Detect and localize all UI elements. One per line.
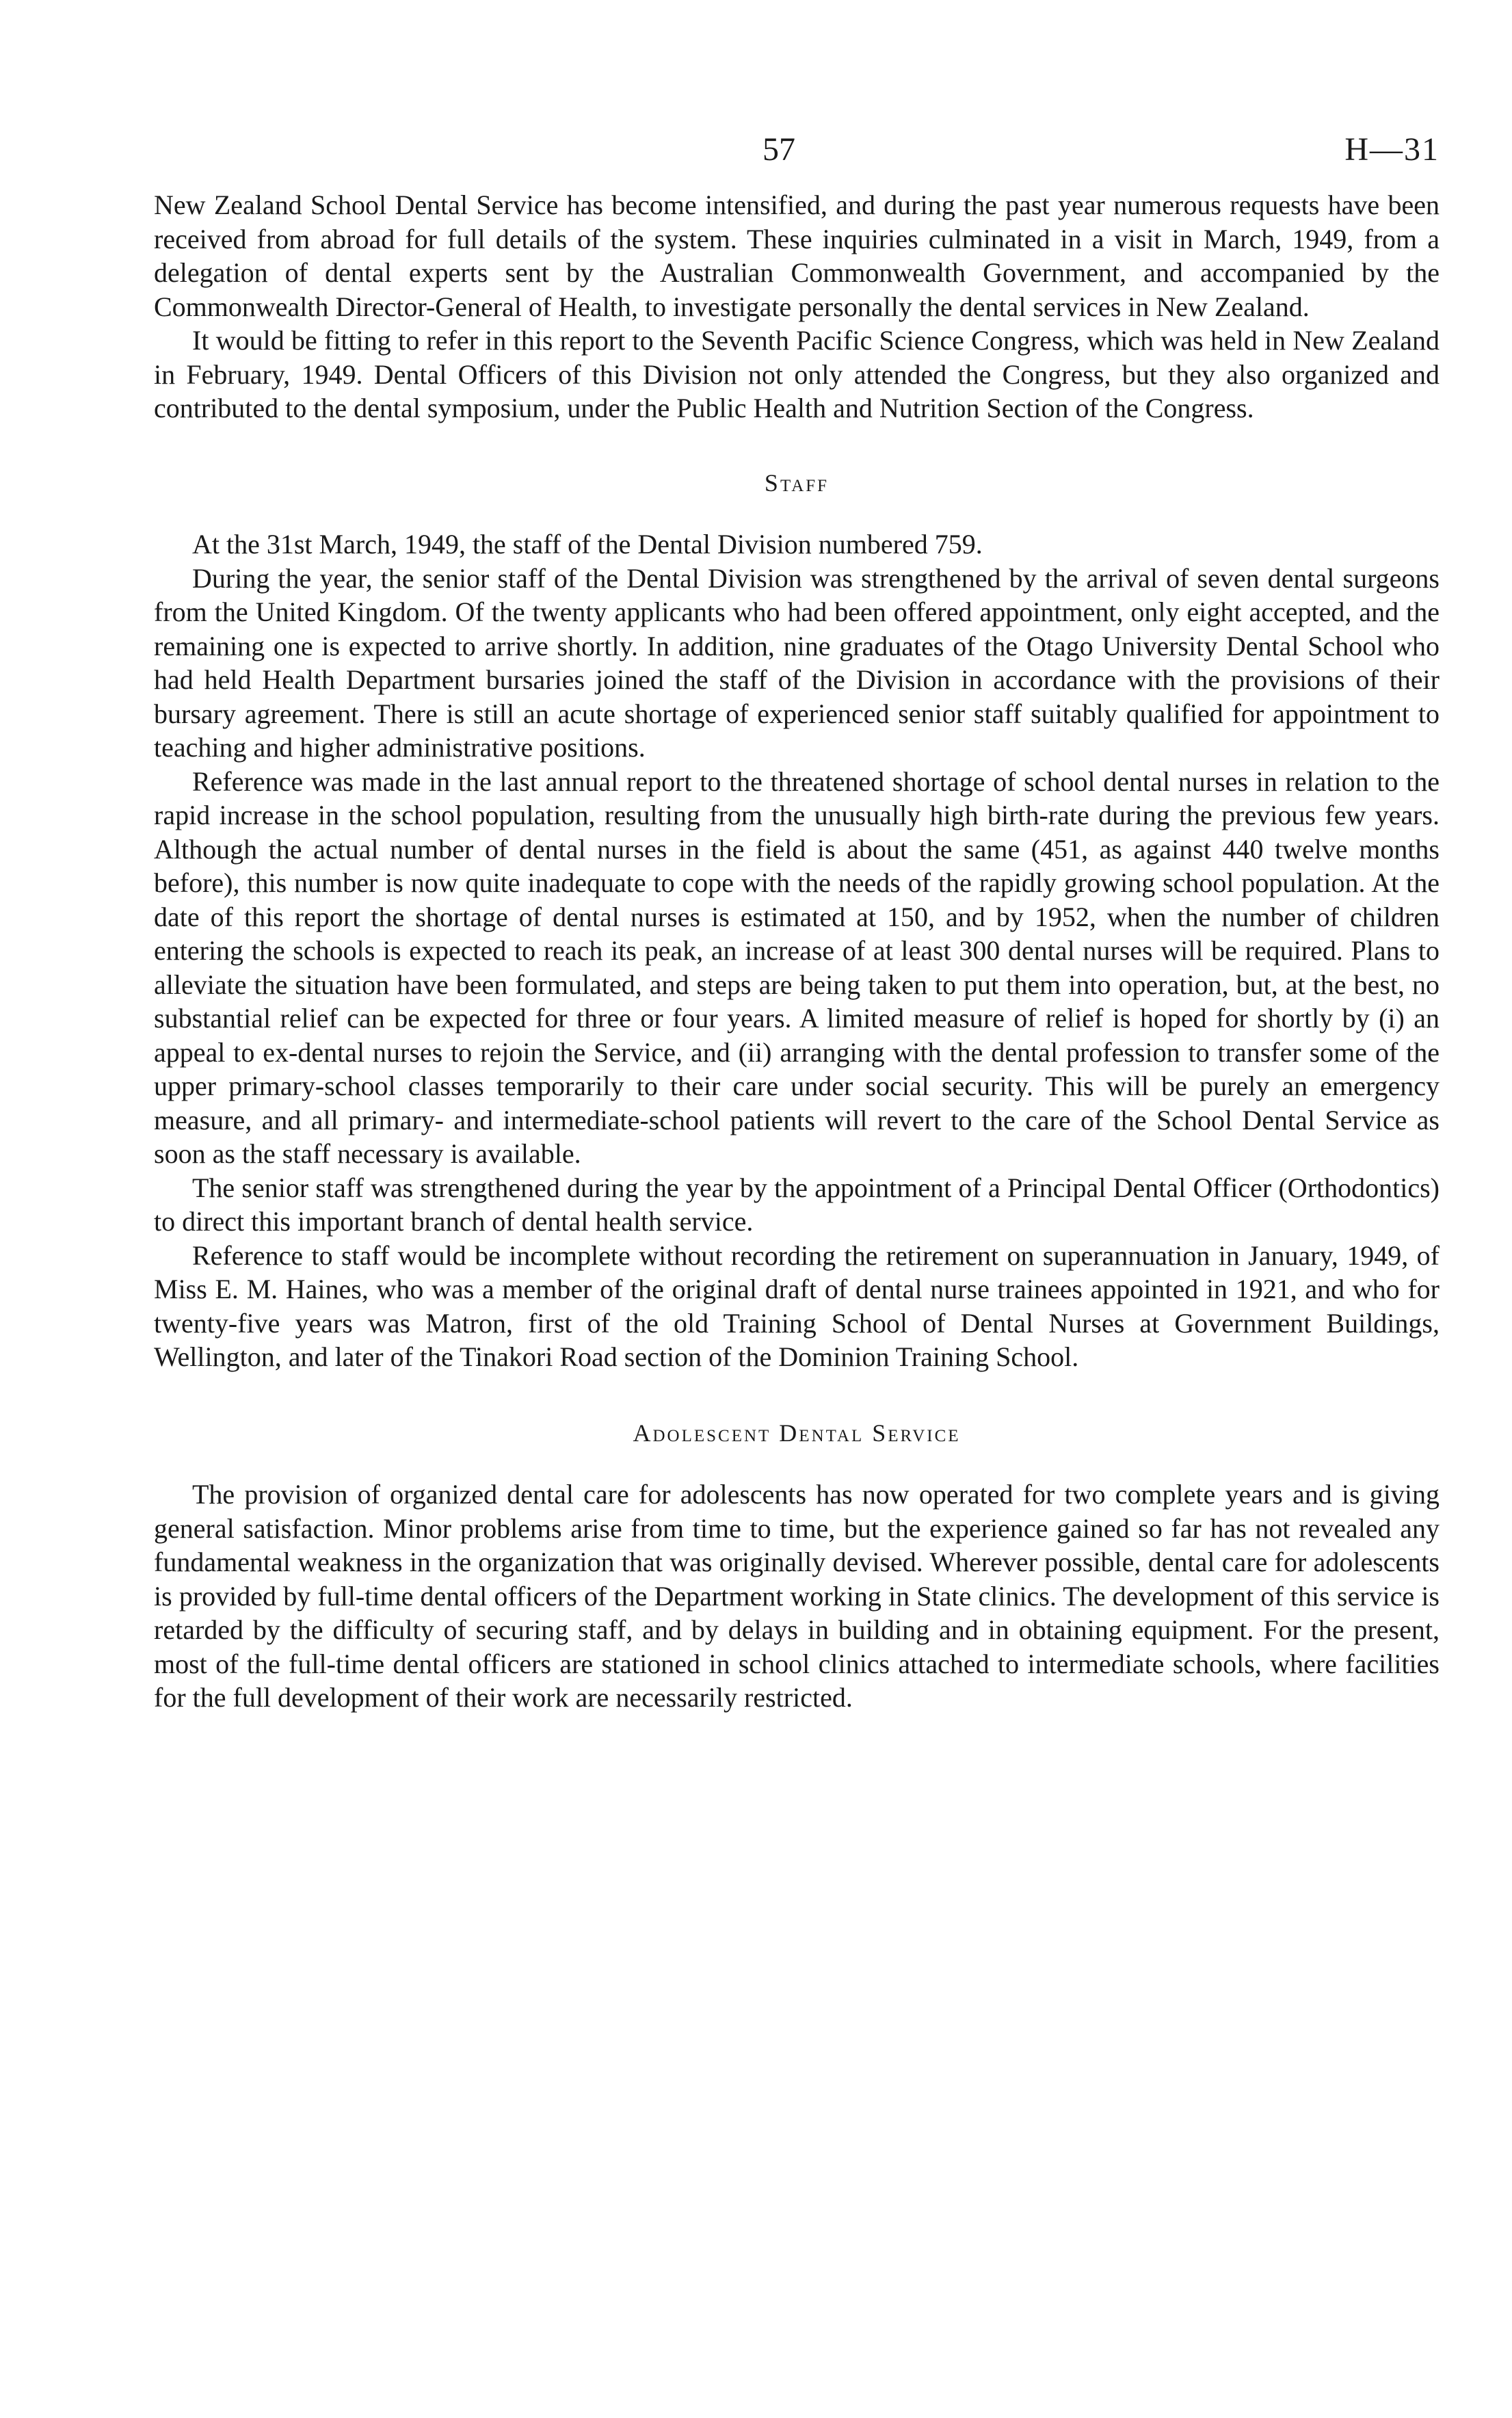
staff-section	[154, 466, 1440, 1374]
staff-paragraph-3: Reference was made in the last annual report to the threatened shortage of school dental nurses in relation to the rapid increase in the school population, resulting from the unusually high birth-rate during the previous few years. Although the actual number of dental nurses in the field is about the same (451, as against 440 twelve months before), this number is now quite inadequate to cope with the needs of the rapidly growing school population. At the date of this report the shortage of dental nurses is estimated at 150, and by 1952, when the number of children entering the schools is expected to reach its peak, an increase of at least 300 dental nurses will be required. Plans to alleviate the situation have been formulated, and steps are being taken to put them into operation, but, at the best, no substantial relief can be expected for three or four years. A limited measure of relief is hoped for shortly by (i) an appeal to ex-dental nurses to rejoin the Service, and (ii) arranging with the dental profession to transfer some of the upper primary-school classes temporarily to their care under social security. This will be purely an emergency measure, and all primary- and intermediate-school patients will revert to the care of the School Dental Service as soon as the staff necessary is available.	[154, 765, 1440, 1169]
adolescent-section	[154, 1417, 1440, 1715]
page-number: 57	[762, 131, 795, 168]
report-code: H—31	[1344, 131, 1440, 168]
document-page	[154, 133, 1440, 1715]
adolescent-paragraph-1: The provision of organized dental care for adolescents has now operated for two complete years and is giving general satisfaction. Minor problems arise from time to time, but the experience gained so far has not revealed any fundamental weakness in the organization that was originally devised. Wherever possible, dental care for adolescents is provided by full-time dental officers of the Department working in State clinics. The development of this service is retarded by the difficulty of securing staff, and by delays in building and in obtaining equipment. For the present, most of the full-time dental officers are stationed in school clinics attached to intermediate schools, where facilities for the full development of their work are necessarily restricted.	[154, 1479, 1440, 1713]
staff-paragraph-2: During the year, the senior staff of the Dental Division was strengthened by the arrival of seven dental surgeons from the United Kingdom. Of the twenty applicants who had been offered appointment, only eight accepted, and the remaining one is expected to arrive shortly. In addition, nine graduates of the Otago University Dental School who had held Health Department bursaries joined the staff of the Division in accordance with the provisions of their bursary agreement. There is still an acute shortage of experienced senior staff suitably qualified for appointment to teaching and higher administrative positions.	[154, 562, 1440, 763]
intro-section	[154, 188, 1440, 425]
staff-paragraph-1: At the 31st March, 1949, the staff of the Dental Division numbered 759.	[192, 529, 983, 560]
adolescent-heading: Adolescent Dental Service	[633, 1419, 961, 1447]
intro-paragraph-2: It would be fitting to refer in this report to the Seventh Pacific Science Congress, which was held in New Zealand in February, 1949. Dental Officers of this Division not only attended the Congress, but they also organized and contributed to the dental symposium, under the Public Health and Nutrition Section of the Congress.	[154, 325, 1440, 423]
staff-paragraph-4: The senior staff was strengthened during the year by the appointment of a Principal Dental Officer (Orthodontics) to direct this important branch of dental health service.	[154, 1172, 1440, 1237]
intro-paragraph-1: New Zealand School Dental Service has become intensified, and during the past year numerous requests have been received from abroad for full details of the system. These inquiries culminated in a visit in March, 1949, from a delegation of dental experts sent by the Australian Commonwealth Government, and accompanied by the Commonwealth Director-General of Health, to investigate personally the dental services in New Zealand.	[154, 189, 1440, 322]
staff-paragraph-5: Reference to staff would be incomplete without recording the retirement on superannuation in January, 1949, of Miss E. M. Haines, who was a member of the original draft of dental nurse trainees appointed in 1921, and who for twenty-five years was Matron, first of the old Training School of Dental Nurses at Government Buildings, Wellington, and later of the Tinakori Road section of the Dominion Training School.	[154, 1239, 1440, 1372]
page-header	[154, 133, 1440, 188]
staff-heading: Staff	[764, 469, 830, 497]
